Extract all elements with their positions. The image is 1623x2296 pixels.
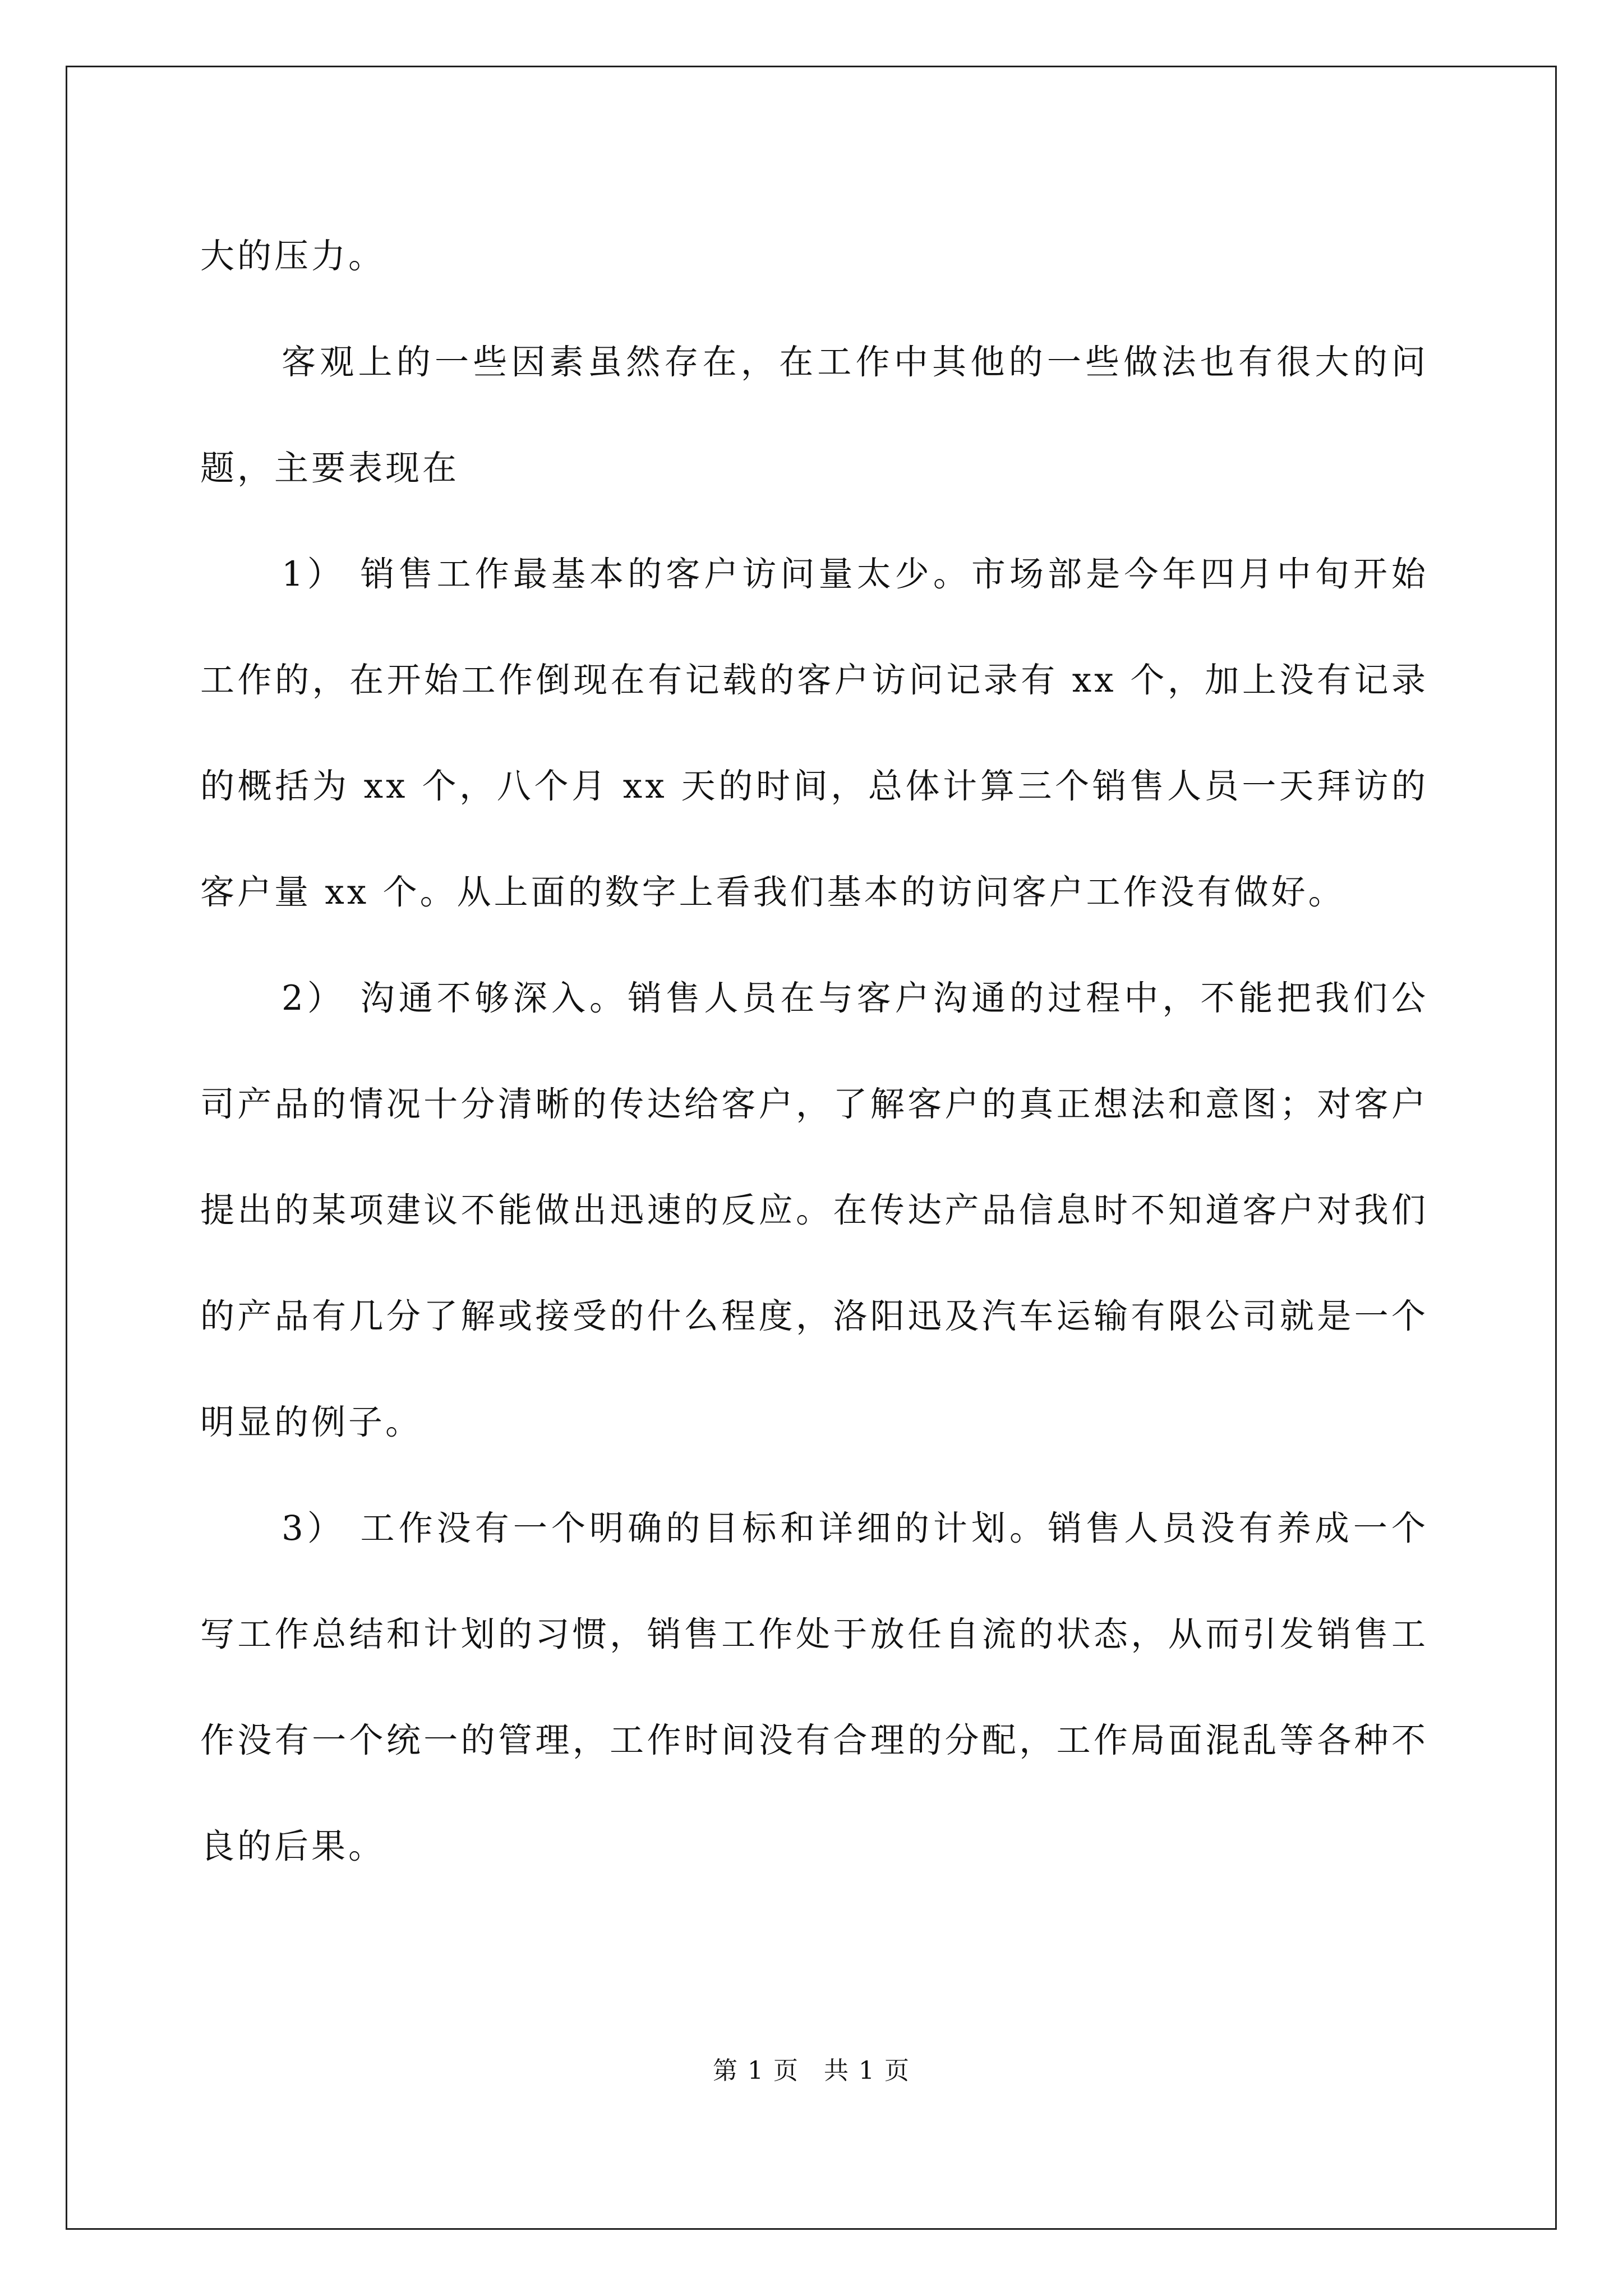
paragraph-continuation: 大的压力。 <box>200 236 386 276</box>
paragraph-item-1: 1） 销售工作最基本的客户访问量太少。市场部是今年四月中旬开始工作的，在开始工作倒现在有记载的客户访问记录有 xx 个，加上没有记录的概括为 xx 个，八个月 xx 天的时间，总体计算三个销售人员一天拜访的客户量 xx 个。从上面的数字上看我们基本的访问客户工作没有做好。 <box>200 554 1428 912</box>
page-number-current: 第 1 页 <box>713 2056 799 2085</box>
paragraph-item-2: 2） 沟通不够深入。销售人员在与客户沟通的过程中，不能把我们公司产品的情况十分清晰的传达给客户，了解客户的真正想法和意图；对客户提出的某项建议不能做出迅速的反应。在传达产品信息时不知道客户对我们的产品有几分了解或接受的什么程度，洛阳迅及汽车运输有限公司就是一个明显的例子。 <box>200 978 1428 1442</box>
paragraph-item-3: 3） 工作没有一个明确的目标和详细的计划。销售人员没有养成一个写工作总结和计划的习惯，销售工作处于放任自流的状态，从而引发销售工作没有一个统一的管理，工作时间没有合理的分配，工作局面混乱等各种不良的后果。 <box>200 1508 1428 1866</box>
document-body <box>200 203 1428 1899</box>
paragraph-intro: 客观上的一些因素虽然存在，在工作中其他的一些做法也有很大的问题，主要表现在 <box>200 342 1428 488</box>
page-number-total: 共 1 页 <box>824 2056 910 2085</box>
page-footer <box>0 2050 1623 2086</box>
